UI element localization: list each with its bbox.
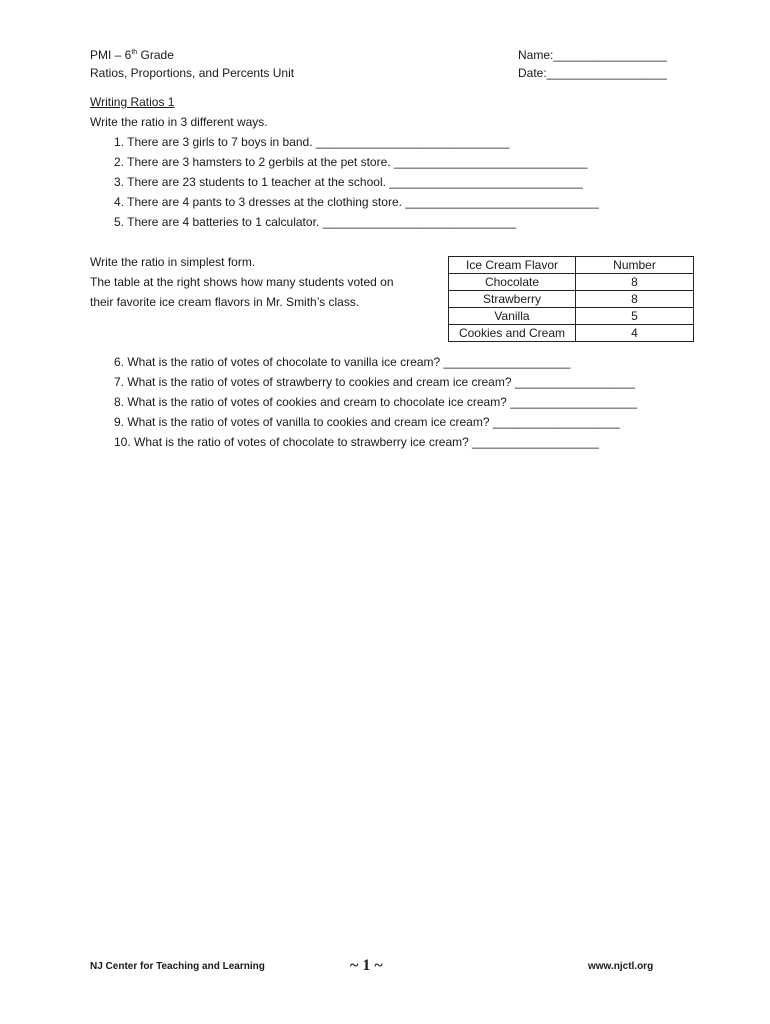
footer-org: NJ Center for Teaching and Learning bbox=[90, 961, 265, 972]
course-suffix: Grade bbox=[137, 48, 174, 62]
question-3: 3. There are 23 students to 1 teacher at the school. _____________________________ bbox=[114, 175, 583, 189]
table-row bbox=[449, 325, 694, 342]
table-cell: 8 bbox=[576, 291, 694, 308]
course-prefix: PMI – 6 bbox=[90, 48, 132, 62]
table-description-line1: The table at the right shows how many students voted on bbox=[90, 275, 394, 289]
page-number: ~ 1 ~ bbox=[350, 957, 383, 974]
question-7: 7. What is the ratio of votes of strawberry to cookies and cream ice cream? __________________ bbox=[114, 375, 635, 389]
name-field[interactable]: Name:_________________ bbox=[518, 48, 667, 62]
question-6: 6. What is the ratio of votes of chocolate to vanilla ice cream? ___________________ bbox=[114, 355, 571, 369]
section1-instruction: Write the ratio in 3 different ways. bbox=[90, 115, 268, 129]
table-cell: 4 bbox=[576, 325, 694, 342]
question-2: 2. There are 3 hamsters to 2 gerbils at the pet store. _____________________________ bbox=[114, 155, 588, 169]
course-title bbox=[90, 48, 174, 62]
table-description-line2: their favorite ice cream flavors in Mr. Smith’s class. bbox=[90, 295, 360, 309]
table-cell: Chocolate bbox=[449, 274, 576, 291]
section2-instruction: Write the ratio in simplest form. bbox=[90, 255, 256, 269]
table-cell: Strawberry bbox=[449, 291, 576, 308]
course-sup: th bbox=[131, 49, 138, 56]
question-8: 8. What is the ratio of votes of cookies and cream to chocolate ice cream? ___________________ bbox=[114, 395, 637, 409]
table-row bbox=[449, 274, 694, 291]
table-header: Ice Cream Flavor bbox=[449, 257, 576, 274]
table-row bbox=[449, 308, 694, 325]
question-1: 1. There are 3 girls to 7 boys in band. _____________________________ bbox=[114, 135, 510, 149]
question-10: 10. What is the ratio of votes of chocolate to strawberry ice cream? ___________________ bbox=[114, 435, 599, 449]
ice-cream-table bbox=[448, 256, 694, 342]
question-5: 5. There are 4 batteries to 1 calculator. _____________________________ bbox=[114, 215, 517, 229]
table-cell: Cookies and Cream bbox=[449, 325, 576, 342]
question-4: 4. There are 4 pants to 3 dresses at the clothing store. _____________________________ bbox=[114, 195, 599, 209]
table-header-row bbox=[449, 257, 694, 274]
section-title: Writing Ratios 1 bbox=[90, 95, 175, 109]
table-row bbox=[449, 291, 694, 308]
table-cell: 5 bbox=[576, 308, 694, 325]
date-field[interactable]: Date:__________________ bbox=[518, 66, 667, 80]
footer-url[interactable]: www.njctl.org bbox=[588, 961, 654, 972]
table-cell: Vanilla bbox=[449, 308, 576, 325]
unit-title: Ratios, Proportions, and Percents Unit bbox=[90, 66, 295, 80]
question-9: 9. What is the ratio of votes of vanilla to cookies and cream ice cream? ___________________ bbox=[114, 415, 620, 429]
table-header: Number bbox=[576, 257, 694, 274]
table-cell: 8 bbox=[576, 274, 694, 291]
